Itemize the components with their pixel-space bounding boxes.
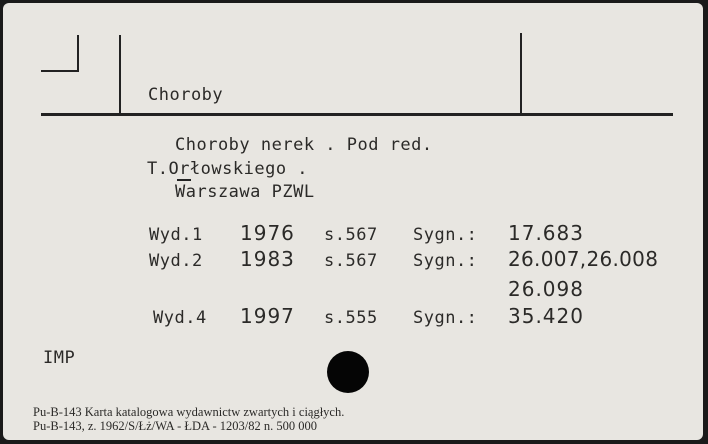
editor-line: T.Orłowskiego . (147, 159, 309, 179)
header-divider-left (119, 35, 121, 115)
edition-label: Wyd.2 (149, 251, 203, 271)
sygn-value: 26.098 (508, 277, 584, 301)
footer-line-1: Pu-B-143 Karta katalogowa wydawnictw zwartych i ciągłych. (33, 405, 345, 419)
corner-mark-horizontal (41, 70, 79, 72)
publisher-line: Warszawa PZWL (175, 182, 315, 202)
edition-pages: s.567 (324, 225, 378, 245)
title-line: Choroby nerek . Pod red. (175, 135, 433, 155)
header-divider-right (520, 33, 522, 115)
edition-year: 1976 (240, 221, 295, 245)
edition-label: Wyd.1 (149, 225, 203, 245)
imp-stamp: IMP (43, 348, 76, 368)
edition-year: 1997 (240, 304, 295, 328)
sygn-label: Sygn.: (413, 308, 478, 328)
punch-hole (327, 351, 369, 393)
sygn-label: Sygn.: (413, 251, 478, 271)
edition-year: 1983 (240, 247, 295, 271)
sygn-value: 35.420 (508, 304, 584, 328)
header-rule (41, 113, 673, 116)
sygn-value: 17.683 (508, 221, 584, 245)
edition-pages: s.567 (324, 251, 378, 271)
catalog-card (3, 3, 703, 440)
edition-pages: s.555 (324, 308, 378, 328)
editor-underline (177, 179, 191, 181)
sygn-label: Sygn.: (413, 225, 478, 245)
corner-mark-vertical (77, 35, 79, 72)
sygn-value: 26.007,26.008 (508, 247, 659, 271)
subject-heading: Choroby (148, 85, 224, 105)
footer-line-2: Pu-B-143, z. 1962/S/Łż/WA - ŁDA - 1203/82 n. 500 000 (33, 419, 318, 433)
edition-label: Wyd.4 (153, 308, 207, 328)
